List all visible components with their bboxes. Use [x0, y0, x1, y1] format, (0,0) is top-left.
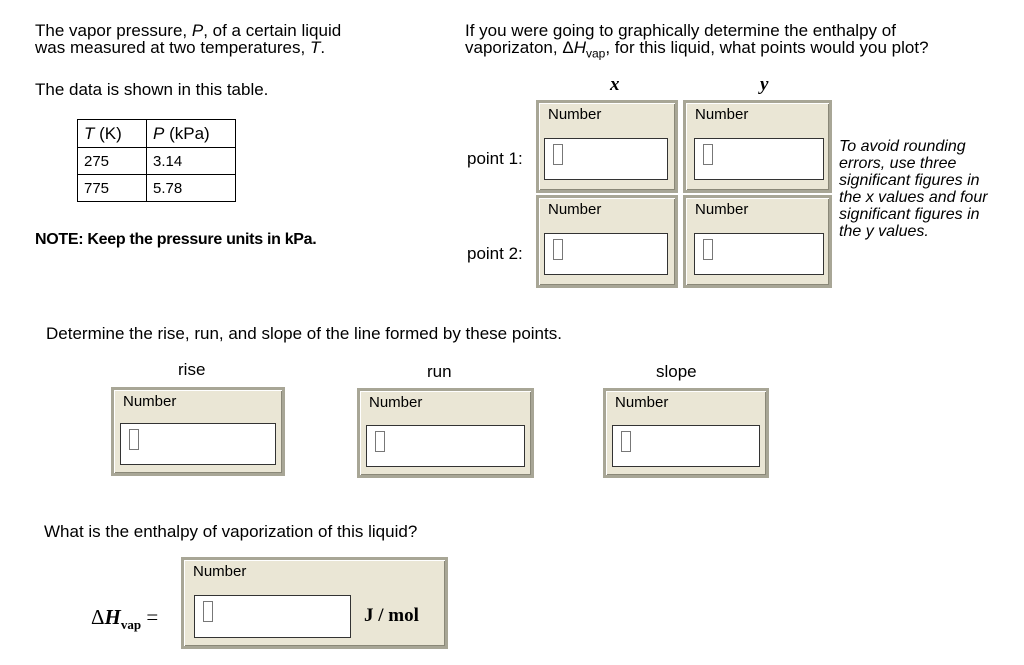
question1-line-2: vaporizaton, $\Delta H_{vap}$, for this liquid, what points would you plot? [465, 38, 929, 61]
number-label: Number [548, 201, 602, 218]
point2-label: point 2: [467, 244, 523, 263]
text-caret [703, 239, 713, 260]
text-caret [129, 429, 139, 450]
point1-label: point 1: [467, 149, 523, 168]
table-row [78, 148, 236, 175]
point1-y-input[interactable] [694, 138, 824, 180]
temperature-cell: 775 [78, 175, 147, 202]
slope-input[interactable] [612, 425, 760, 467]
enthalpy-unit: J / mol [364, 605, 419, 626]
pressure-units-note: NOTE: Keep the pressure units in kPa. [35, 231, 317, 248]
intro-line-3: The data is shown in this table. [35, 80, 269, 99]
number-label: Number [548, 106, 602, 123]
rise-label: rise [178, 360, 206, 379]
pressure-cell: 3.14 [147, 148, 236, 175]
text-caret [703, 144, 713, 165]
temperature-cell: 275 [78, 148, 147, 175]
number-label: Number [123, 393, 177, 410]
number-label: Number [193, 563, 247, 580]
x-column-header: x [610, 74, 620, 95]
question2-prompt: Determine the rise, run, and slope of the line formed by these points. [46, 324, 562, 343]
question3-prompt: What is the enthalpy of vaporization of this liquid? [44, 522, 418, 541]
point2-y-answer-box [683, 195, 832, 288]
enthalpy-equation-label: $\Delta H_{vap}$ = [91, 605, 159, 633]
text-caret [375, 431, 385, 452]
point2-x-answer-box [536, 195, 678, 288]
number-label: Number [695, 106, 749, 123]
point2-y-input[interactable] [694, 233, 824, 275]
point1-x-answer-box [536, 100, 678, 193]
y-column-header: y [760, 74, 769, 95]
table-header-row [78, 120, 236, 148]
run-label: run [427, 362, 452, 381]
text-caret [203, 601, 213, 622]
point2-x-input[interactable] [544, 233, 668, 275]
enthalpy-input[interactable] [194, 595, 351, 638]
run-input[interactable] [366, 425, 525, 467]
vapor-pressure-table [77, 119, 236, 202]
rise-answer-box [111, 387, 285, 476]
pressure-header: P (kPa) [147, 120, 236, 148]
number-label: Number [615, 394, 669, 411]
temperature-header: T (K) [78, 120, 147, 148]
pressure-cell: 5.78 [147, 175, 236, 202]
number-label: Number [369, 394, 423, 411]
intro-line-1: The vapor pressure, P, of a certain liquid [35, 21, 342, 40]
run-answer-box [357, 388, 534, 478]
text-caret [553, 239, 563, 260]
slope-answer-box [603, 388, 769, 478]
intro-line-2: was measured at two temperatures, T. [35, 38, 326, 57]
rise-input[interactable] [120, 423, 276, 465]
slope-label: slope [656, 362, 697, 381]
question1-line-1: If you were going to graphically determine the enthalpy of [465, 21, 896, 40]
table-row [78, 175, 236, 202]
point1-y-answer-box [683, 100, 832, 193]
enthalpy-answer-box [181, 557, 448, 649]
point1-x-input[interactable] [544, 138, 668, 180]
text-caret [553, 144, 563, 165]
rounding-hint: To avoid rounding errors, use three significant figures in the x values and four significant figures in the y values. [839, 138, 988, 240]
text-caret [621, 431, 631, 452]
number-label: Number [695, 201, 749, 218]
